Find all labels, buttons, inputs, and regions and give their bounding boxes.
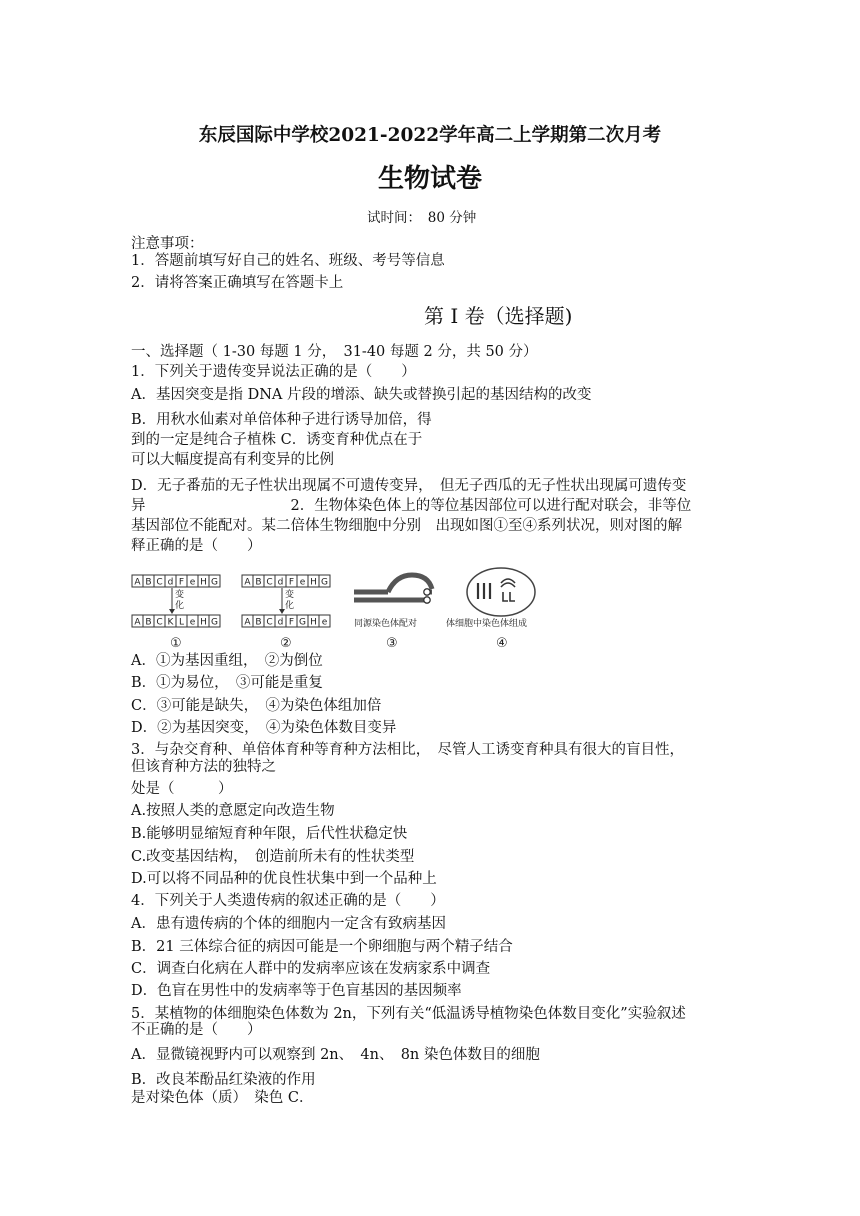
- option-1d: D．无子番茄的无子性状出现属不可遗传变异， 但无子西瓜的无子性状出现属可遗传变: [131, 478, 687, 494]
- gene-label: B: [145, 577, 152, 588]
- gene-label: H: [200, 577, 207, 588]
- option-2c: C．③可能是缺失， ④为染色体组加倍: [131, 698, 382, 714]
- gene-label: C: [156, 617, 163, 628]
- gene-label: e: [189, 617, 196, 628]
- option-3d: D.可以将不同品种的优良性状集中到一个品种上: [131, 871, 437, 887]
- option-5a: A．显微镜视野内可以观察到 2n、 4n、 8n 染色体数目的细胞: [131, 1047, 540, 1063]
- question-1: 1．下列关于遗传变异说法正确的是（ ）: [131, 364, 416, 380]
- chromosome-figure: [128, 565, 564, 653]
- option-4c: C．调查白化病在人群中的发病率应该在发病家系中调查: [131, 961, 491, 977]
- gene-label: A: [244, 577, 251, 588]
- gene-label: H: [310, 617, 317, 628]
- gene-label: C: [156, 577, 163, 588]
- gene-label: G: [321, 577, 328, 588]
- option-4b: B．21 三体综合征的病因可能是一个卵细胞与两个精子结合: [131, 939, 513, 955]
- option-1b: 到的一定是纯合子植株 C．诱变育种优点在于: [131, 432, 423, 448]
- question-2: 释正确的是（ ）: [131, 538, 262, 554]
- notice-item: 2．请将答案正确填写在答题卡上: [131, 275, 344, 291]
- question-5: 不正确的是（ ）: [131, 1022, 262, 1038]
- gene-label: G: [299, 617, 306, 628]
- gene-label: d: [167, 577, 174, 588]
- option-2d: D．②为基因突变， ④为染色体数目变异: [131, 720, 397, 736]
- question-3: 3．与杂交育种、单倍体育种等育种方法相比， 尽管人工诱变育种具有很大的盲目性，: [131, 742, 684, 758]
- gene-label: F: [178, 577, 185, 588]
- question-2: 基因部位不能配对。某二倍体生物细胞中分别 出现如图①至④系列状况，则对图的解: [131, 518, 682, 534]
- gene-label: e: [321, 617, 328, 628]
- gene-label: F: [288, 617, 295, 628]
- change-label: 变: [175, 590, 185, 600]
- gene-label: G: [211, 617, 218, 628]
- option-3a: A.按照人类的意愿定向改造生物: [131, 803, 335, 819]
- exam-time: 试时间： 80 分钟: [367, 210, 477, 226]
- option-1a: A．基因突变是指 DNA 片段的增添、缺失或替换引起的基因结构的改变: [131, 387, 592, 403]
- gene-label: B: [145, 617, 152, 628]
- question-4: 4．下列关于人类遗传病的叙述正确的是（ ）: [131, 893, 445, 909]
- option-1d: 异 2．生物体染色体上的等位基因部位可以进行配对联会，非等位: [131, 498, 692, 514]
- option-5b: B．改良苯酚品红染液的作用: [131, 1072, 316, 1088]
- option-4d: D．色盲在男性中的发病率等于色盲基因的基因频率: [131, 983, 462, 999]
- pair-caption: 同源染色体配对: [354, 619, 418, 629]
- gene-label: e: [189, 577, 196, 588]
- option-1c: 可以大幅度提高有利变异的比例: [131, 452, 334, 468]
- option-4a: A．患有遗传病的个体的细胞内一定含有致病基因: [131, 916, 446, 932]
- gene-label: L: [178, 617, 185, 628]
- figure-number: ③: [386, 636, 398, 651]
- gene-label: B: [255, 577, 262, 588]
- option-5b: 是对染色体（质） 染色 C．: [131, 1090, 314, 1106]
- gene-label: H: [200, 617, 207, 628]
- gene-label: G: [211, 577, 218, 588]
- subject-title: 生物试卷: [377, 164, 482, 194]
- gene-label: A: [134, 577, 141, 588]
- gene-label: A: [244, 617, 251, 628]
- question-3: 但该育种方法的独特之: [131, 759, 276, 775]
- gene-label: d: [277, 617, 284, 628]
- gene-label: C: [266, 577, 273, 588]
- option-2a: A．①为基因重组， ②为倒位: [131, 653, 323, 669]
- change-label: 化: [285, 601, 295, 611]
- figure-number: ④: [496, 636, 508, 651]
- option-1b: B．用秋水仙素对单倍体种子进行诱导加倍，得: [131, 412, 432, 428]
- gene-label: K: [167, 617, 174, 628]
- change-label: 变: [285, 590, 295, 600]
- figure-number: ①: [170, 636, 182, 651]
- homolog-pairing-diagram: [354, 575, 432, 629]
- option-3b: B.能够明显缩短育种年限，后代性状稳定快: [131, 826, 408, 842]
- school-title: 东辰国际中学校2021-2022学年高二上学期第二次月考: [198, 125, 662, 146]
- question-3: 处是（ ）: [131, 781, 233, 797]
- section-title: 第 I 卷（选择题): [424, 304, 573, 328]
- question-5: 5．某植物的体细胞染色体数为 2n，下列有关“低温诱导植物染色体数目变化”实验叙述: [131, 1006, 686, 1022]
- gene-label: B: [255, 617, 262, 628]
- gene-label: d: [277, 577, 284, 588]
- figure-number: ②: [280, 636, 292, 651]
- option-3c: C.改变基因结构， 创造前所未有的性状类型: [131, 849, 415, 865]
- notice-heading: 注意事项：: [131, 236, 204, 252]
- gene-label: H: [310, 577, 317, 588]
- cell-caption: 体细胞中染色体组成: [446, 619, 528, 629]
- change-label: 化: [175, 601, 185, 611]
- section-instruction: 一、选择题（ 1-30 每题 1 分， 31-40 每题 2 分，共 50 分）: [131, 344, 538, 360]
- option-2b: B．①为易位， ③可能是重复: [131, 675, 323, 691]
- somatic-cell-diagram: [446, 568, 535, 629]
- gene-label: F: [288, 577, 295, 588]
- gene-label: A: [134, 617, 141, 628]
- gene-label: C: [266, 617, 273, 628]
- gene-label: e: [299, 577, 306, 588]
- notice-item: 1．答题前填写好自己的姓名、班级、考号等信息: [131, 253, 445, 269]
